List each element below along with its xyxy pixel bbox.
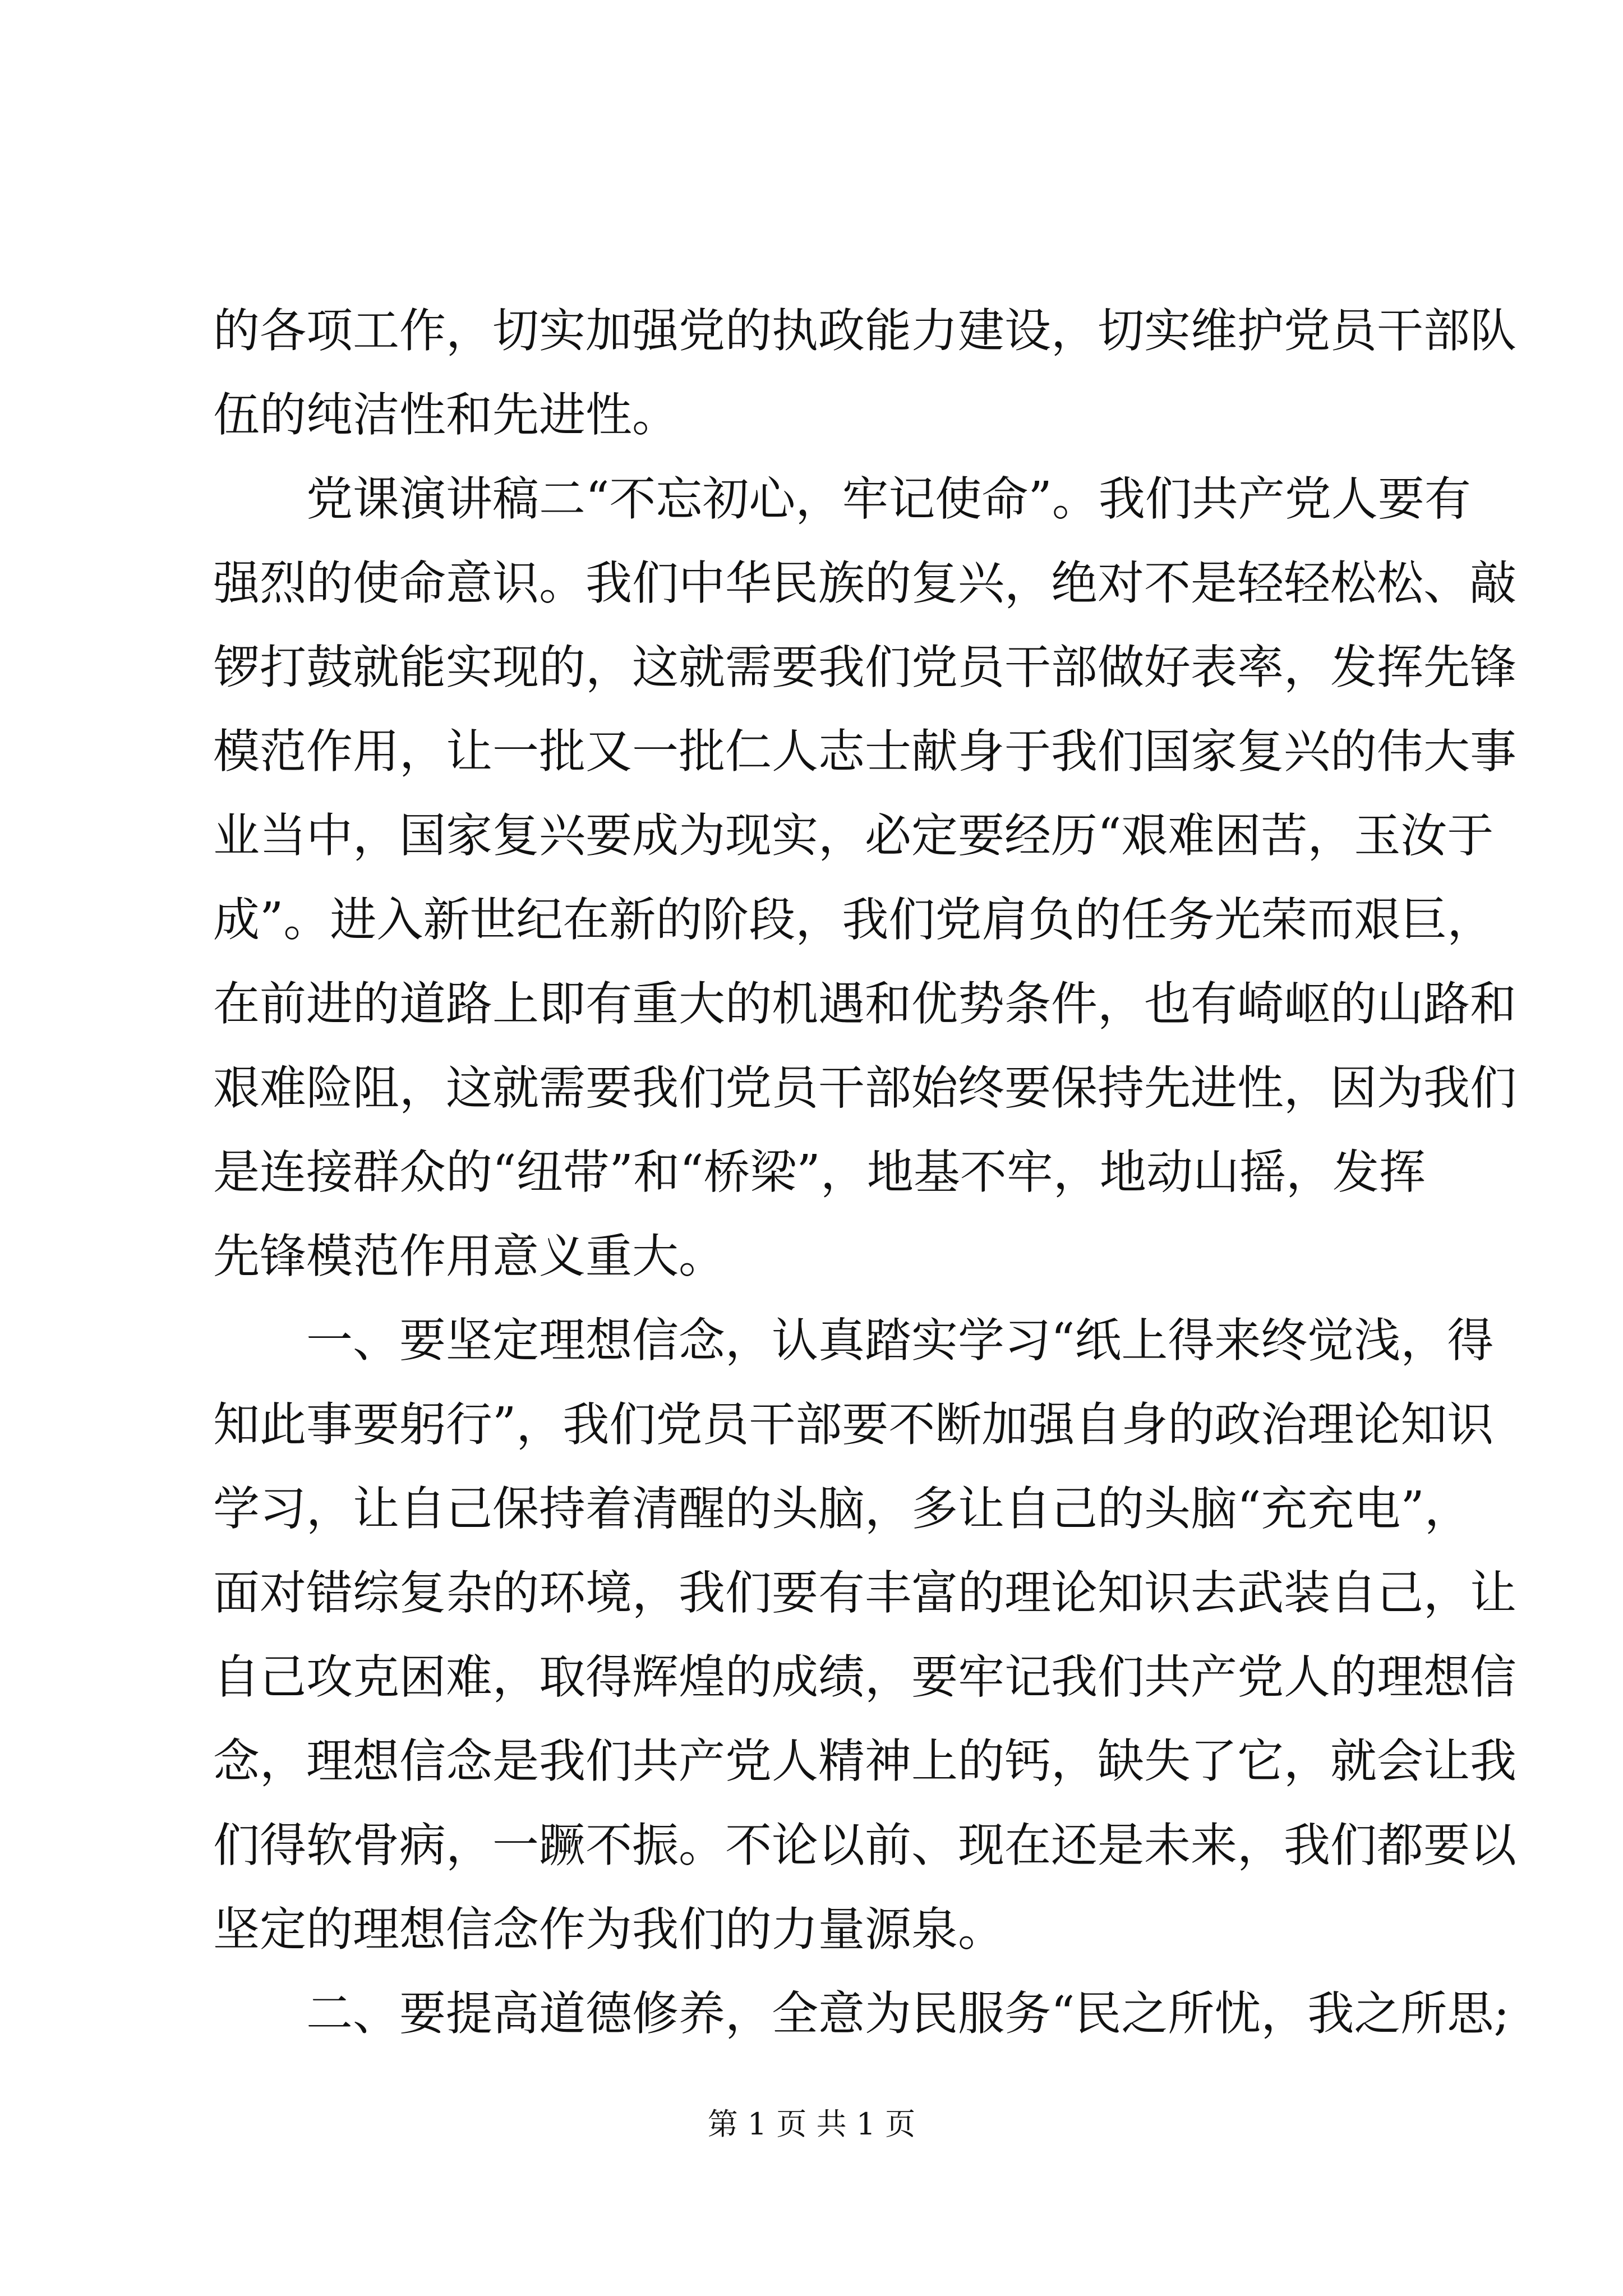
text-line: 是连接群众的“纽带”和“桥梁”，地基不牢，地动山摇，发挥 — [213, 1145, 1426, 1199]
text-line: 们得软骨病，一蹶不振。不论以前、现在还是未来，我们都要以 — [213, 1818, 1516, 1872]
text-line: 二、要提高道德修养，全意为民服务“民之所忧，我之所思; — [306, 1986, 1510, 2041]
text-line: 念，理想信念是我们共产党人精神上的钙，缺失了它，就会让我 — [213, 1734, 1516, 1788]
text-line: 学习，让自己保持着清醒的头脑，多让自己的头脑“充充电”， — [213, 1481, 1471, 1536]
text-line: 艰难险阻，这就需要我们党员干部始终要保持先进性，因为我们 — [213, 1061, 1516, 1115]
text-line: 成”。进入新世纪在新的阶段，我们党肩负的任务光荣而艰巨， — [213, 892, 1494, 947]
page-footer — [0, 2105, 1623, 2144]
text-line: 强烈的使命意识。我们中华民族的复兴，绝对不是轻轻松松、敲 — [213, 556, 1516, 610]
text-line: 面对错综复杂的环境，我们要有丰富的理论知识去武装自己，让 — [213, 1566, 1516, 1620]
text-line: 先锋模范作用意义重大。 — [213, 1229, 725, 1283]
text-line: 在前进的道路上即有重大的机遇和优势条件，也有崎岖的山路和 — [213, 977, 1516, 1031]
text-line: 伍的纯洁性和先进性。 — [213, 388, 679, 442]
text-line: 自己攻克困难，取得辉煌的成绩，要牢记我们共产党人的理想信 — [213, 1650, 1516, 1704]
document-body — [213, 289, 1516, 2056]
text-line: 一、要坚定理想信念，认真踏实学习“纸上得来终觉浅，得 — [306, 1313, 1494, 1368]
text-line: 党课演讲稿二“不忘初心，牢记使命”。我们共产党人要有 — [306, 472, 1471, 526]
page-number-label: 第 1 页 共 1 页 — [707, 2106, 916, 2142]
text-line: 的各项工作，切实加强党的执政能力建设，切实维护党员干部队 — [213, 303, 1516, 358]
text-line: 锣打鼓就能实现的，这就需要我们党员干部做好表率，发挥先锋 — [213, 640, 1516, 694]
text-line: 坚定的理想信念作为我们的力量源泉。 — [213, 1902, 1004, 1957]
text-line: 业当中，国家复兴要成为现实，必定要经历“艰难困苦，玉汝于 — [213, 808, 1494, 863]
text-line: 知此事要躬行”，我们党员干部要不断加强自身的政治理论知识 — [213, 1397, 1494, 1452]
text-line: 模范作用，让一批又一批仁人志士献身于我们国家复兴的伟大事 — [213, 724, 1516, 779]
